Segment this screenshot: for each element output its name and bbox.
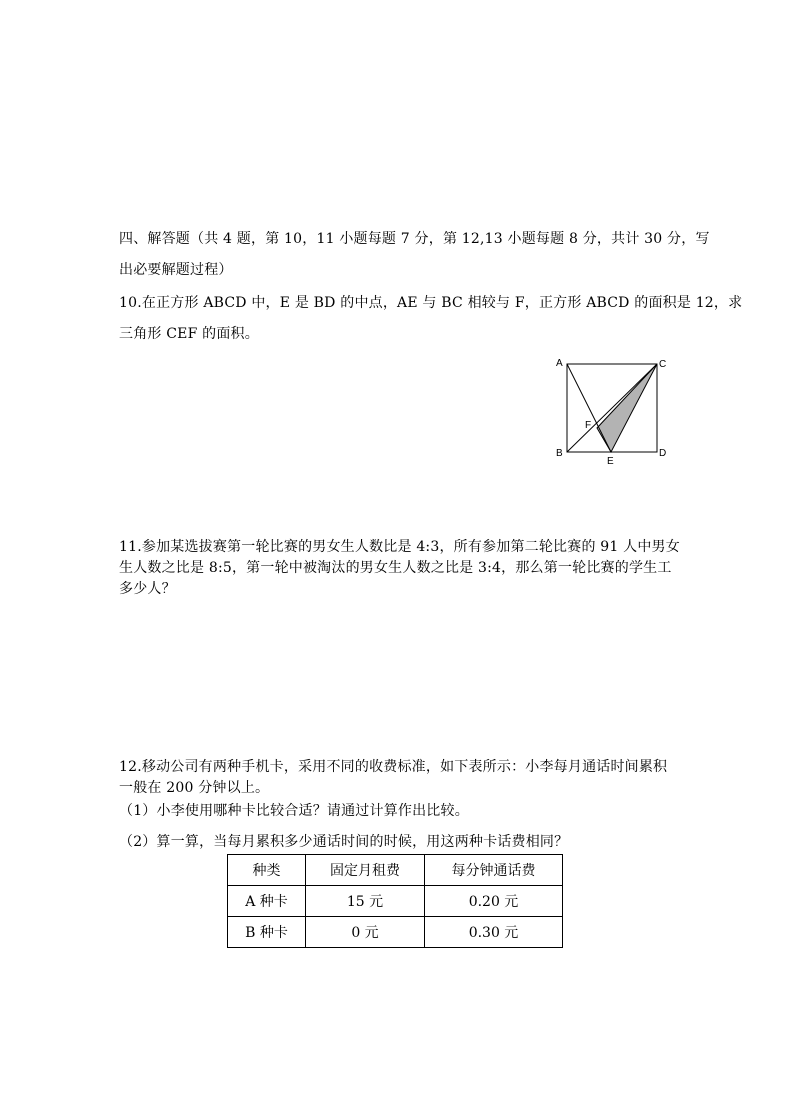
cell-card-b-monthly: 0 元 (306, 917, 425, 948)
q10-line1: 10.在正方形 ABCD 中，E 是 BD 的中点，AE 与 BC 相较与 F，正方形 ABCD 的面积是 12，求 (119, 295, 743, 311)
q11-line3: 多少人？ (119, 581, 176, 597)
table-row (228, 917, 563, 948)
header-type: 种类 (228, 855, 306, 886)
label-d: D (659, 448, 667, 459)
cell-card-a-per-minute: 0.20 元 (425, 886, 563, 917)
q12-line2: 一般在 200 分钟以上。 (119, 780, 270, 796)
table-header-row (228, 855, 563, 886)
header-per-minute-fee: 每分钟通话费 (425, 855, 563, 886)
label-c: C (659, 359, 667, 370)
label-b: B (556, 448, 563, 459)
cell-card-a-monthly: 15 元 (306, 886, 425, 917)
section-heading-line1: 四、解答题（共 4 题，第 10，11 小题每题 7 分，第 12,13 小题每题 8 分，共计 30 分，写 (119, 231, 710, 247)
cell-card-a: A 种卡 (228, 886, 306, 917)
table-row (228, 886, 563, 917)
label-f: F (585, 420, 592, 431)
q11-line1: 11.参加某选拔赛第一轮比赛的男女生人数比是 4:3，所有参加第二轮比赛的 91 人中男女 (119, 539, 680, 555)
label-e: E (607, 456, 614, 467)
q12-sub1: （1）小李使用哪种卡比较合适？请通过计算作出比较。 (119, 803, 469, 819)
cell-card-b: B 种卡 (228, 917, 306, 948)
section-heading-line2: 出必要解题过程） (119, 262, 233, 278)
header-monthly-fee: 固定月租费 (306, 855, 425, 886)
q12-line1: 12.移动公司有两种手机卡，采用不同的收费标准，如下表所示：小李每月通话时间累积 (119, 759, 668, 775)
line-ae (567, 364, 611, 452)
square-diagram (552, 354, 672, 466)
fee-table (227, 854, 563, 948)
shaded-triangle-cef (597, 364, 657, 452)
q10-line2: 三角形 CEF 的面积。 (119, 326, 259, 342)
square-figure (552, 354, 672, 466)
q11-line2: 生人数之比是 8:5，第一轮中被淘汰的男女生人数之比是 3:4，那么第一轮比赛的学生工 (119, 560, 672, 576)
label-a: A (556, 358, 563, 369)
cell-card-b-per-minute: 0.30 元 (425, 917, 563, 948)
q12-sub2: （2）算一算，当每月累积多少通话时间的时候，用这两种卡话费相同？ (119, 834, 569, 850)
